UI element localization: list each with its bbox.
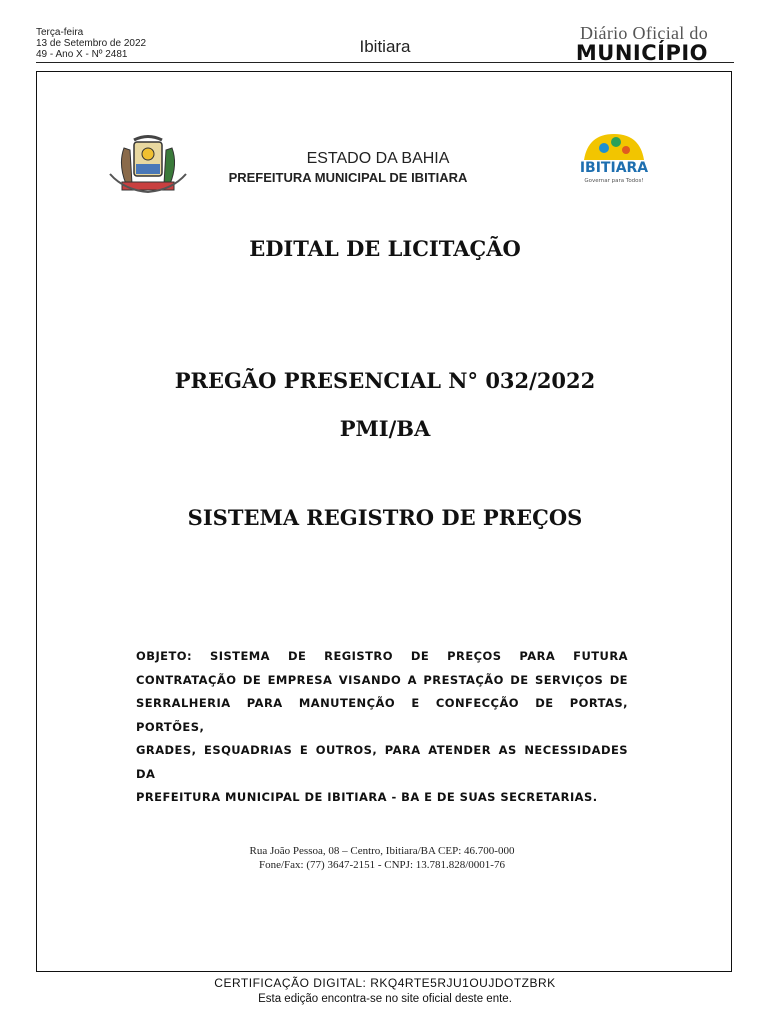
objeto-paragraph (136, 645, 628, 810)
bahia-coat-of-arms-icon (104, 134, 192, 196)
digital-certification: CERTIFICAÇÃO DIGITAL: RKQ4RTE5RJU1OUJDOTZBRK (214, 976, 556, 990)
logo-name: IBITIARA (579, 160, 649, 176)
system-title: SISTEMA REGISTRO DE PREÇOS (187, 505, 583, 530)
edition-date: 13 de Setembro de 2022 (36, 38, 147, 49)
logo-line2: MUNICÍPIO (575, 41, 708, 65)
edition-weekday: Terça-feira (36, 27, 84, 38)
logo-tagline: Governar para Todos! (584, 178, 644, 184)
objeto-line: CONTRATAÇÃO DE EMPRESA VISANDO A PRESTAÇÃO DE SERVIÇOS DE (136, 672, 628, 687)
pregao-organ: PMI/BA (339, 416, 431, 441)
diario-oficial-logo (576, 24, 708, 64)
header-divider (36, 62, 734, 63)
objeto-line: SERRALHERIA PARA MANUTENÇÃO E CONFECÇÃO DE PORTAS, PORTÕES, (136, 696, 628, 734)
prefecture-name: PREFEITURA MUNICIPAL DE IBITIARA (228, 170, 468, 185)
ibitiara-municipal-logo (570, 130, 658, 186)
objeto-line: PREFEITURA MUNICIPAL DE IBITIARA - BA E DE SUAS SECRETARIAS. (136, 790, 598, 804)
objeto-line: GRADES, ESQUADRIAS E OUTROS, PARA ATENDER AS NECESSIDADES DA (136, 743, 628, 781)
document-title: EDITAL DE LICITAÇÃO (249, 236, 521, 261)
pregao-number: PREGÃO PRESENCIAL N° 032/2022 (174, 368, 596, 393)
edition-number: 49 - Ano X - Nº 2481 (36, 49, 128, 60)
contact-line: Fone/Fax: (77) 3647-2151 - CNPJ: 13.781.828/0001-76 (259, 859, 505, 871)
objeto-line: OBJETO: SISTEMA DE REGISTRO DE PREÇOS PARA FUTURA (136, 649, 628, 663)
logo-line1: Diário Oficial do (579, 23, 708, 43)
state-name: ESTADO DA BAHIA (306, 150, 450, 167)
header-city: Ibitiara (359, 37, 411, 56)
address-line: Rua João Pessoa, 08 – Centro, Ibitiara/BA CEP: 46.700-000 (249, 845, 515, 857)
edition-note: Esta edição encontra-se no site oficial deste ente. (258, 993, 512, 1005)
